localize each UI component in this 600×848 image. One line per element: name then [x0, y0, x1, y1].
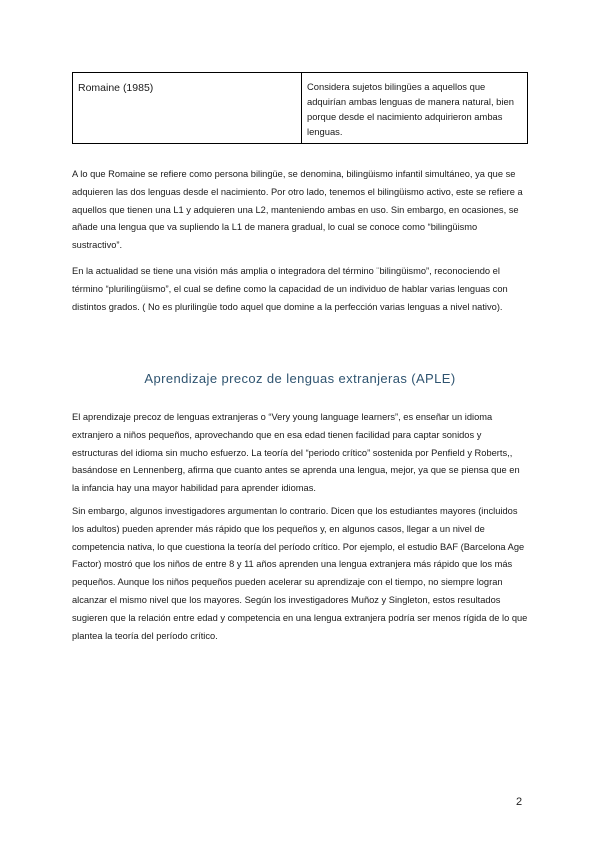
paragraph-counterargument: Sin embargo, algunos investigadores argumentan lo contrario. Dicen que los estudiantes mayores (incluidos los adultos) pueden aprender más rápido que los pequeños y, en algunos casos, llegar a un nivel de competencia nativa, lo que cuestiona la teoría del período crítico. Por ejemplo, el estudio BAF (Barcelona Age Factor) mostró que los niños de entre 8 y 11 años aprenden una lengua extranjera más rápido que los más pequeños. Aunque los niños pequeños pueden acelerar su aprendizaje con el tiempo, no siempre logran alcanzar el mismo nivel que los mayores. Según los investigadores Muñoz y Singleton, estos resultados sugieren que la relación entre edad y competencia en una lengua extranjera podría ser menos rígida de lo que plantea la teoría del período crítico. [72, 506, 528, 641]
paragraph-aple-definition: El aprendizaje precoz de lenguas extranjeras o “Very young language learners”, es enseñar un idioma extranjero a niños pequeños, aprovechando que en esa edad tienen facilidad para captar sonidos y estructuras del idioma sin mucho esfuerzo. La teoría del “periodo crítico” sostenida por Penfield y Roberts,, basándose en Lennenberg, afirma que cuanto antes se aprenda una lengua, mejor, ya que se piensa que en la infancia hay una mayor habilidad para aprender idiomas. [72, 412, 520, 494]
paragraph-bilingualism-types: A lo que Romaine se refiere como persona bilingüe, se denomina, bilingüismo infantil simultáneo, ya que se adquieren las dos lenguas desde el nacimiento. Por otro lado, tenemos el bilingüismo activo, este se refiere a aquellos que tienen una L1 y adquieren una L2, manteniendo ambas en uso. Sin embargo, en ocasiones, se añade una lengua que va supliendo la L1 de manera gradual, lo cual se conoce como “bilingüismo sustractivo”. [72, 169, 523, 251]
definition-table [72, 72, 528, 144]
author-cell: Romaine (1985) [73, 73, 302, 144]
table-row [73, 73, 528, 144]
definition-cell: Considera sujetos bilingües a aquellos que adquirían ambas lenguas de manera natural, bien porque desde el nacimiento adquirieron ambas lenguas. [302, 73, 528, 144]
section-heading: Aprendizaje precoz de lenguas extranjeras (APLE) [144, 371, 456, 386]
page-number: 2 [516, 796, 523, 808]
paragraph-plurilingualism: En la actualidad se tiene una visión más amplia o integradora del término ¨bilingüismo”, reconociendo el término “plurilingüismo”, el cual se define como la capacidad de un individuo de hablar varias lenguas con distintos grados. ( No es plurilingüe todo aquel que domine a la perfección varias lenguas a nivel nativo). [72, 266, 508, 312]
